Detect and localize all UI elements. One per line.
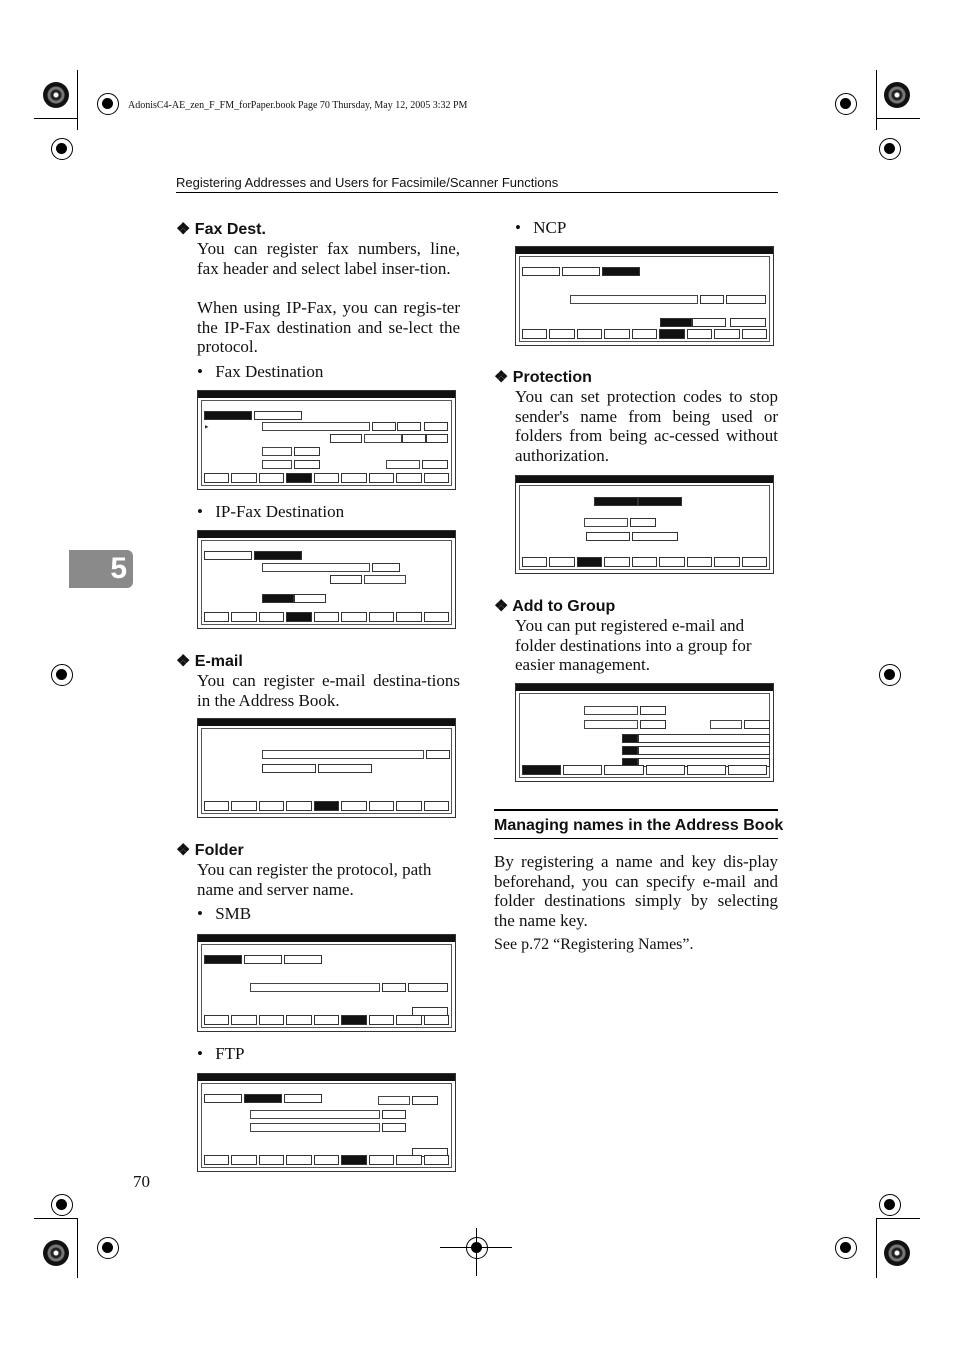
- managing-para: By registering a name and key dis-play beforehand, you can specify e-mail and folder destinations simply by selecting the name key.: [494, 852, 778, 930]
- bullet-ncp: [515, 218, 566, 238]
- managing-heading: Managing names in the Address Book: [494, 817, 784, 834]
- ftp-screenshot: [197, 1073, 456, 1172]
- registration-mark-icon: [466, 1237, 488, 1259]
- bullet-ip-fax-destination-text: IP-Fax Destination: [215, 502, 345, 521]
- ip-fax-destination-screenshot: [197, 530, 456, 629]
- managing-see: See p.72 “Registering Names”.: [494, 936, 694, 953]
- add-to-group-heading-text: Add to Group: [512, 598, 616, 615]
- crop-mark: [876, 1218, 877, 1278]
- folder-heading: [176, 840, 244, 860]
- crop-mark: [876, 70, 877, 130]
- crop-mark: [876, 1218, 920, 1219]
- email-heading: [176, 651, 243, 671]
- fax-dest-heading: [176, 219, 266, 239]
- protection-screenshot: [515, 475, 774, 574]
- color-bar-disc-icon: [43, 1240, 69, 1266]
- chapter-number: 5: [110, 552, 127, 585]
- diamond-icon: ❖: [176, 221, 191, 238]
- running-head: Registering Addresses and Users for Facsimile/Scanner Functions: [176, 175, 559, 190]
- protection-para: You can set protection codes to stop sender's name from being used or folders from being ac-cessed without authorization.: [515, 387, 778, 465]
- folder-heading-text: Folder: [194, 842, 244, 859]
- bullet-ncp-text: NCP: [533, 218, 567, 237]
- diamond-icon: ❖: [494, 369, 509, 386]
- bullet-icon: •: [197, 904, 203, 923]
- registration-mark-icon: [835, 93, 857, 115]
- registration-mark-icon: [51, 1194, 73, 1216]
- add-to-group-para: You can put registered e-mail and folder destinations into a group for easier management.: [515, 616, 752, 674]
- file-header: AdonisC4-AE_zen_F_FM_forPaper.book Page 70 Thursday, May 12, 2005 3:32 PM: [128, 100, 468, 111]
- registration-mark-icon: [51, 664, 73, 686]
- bullet-icon: •: [515, 218, 521, 237]
- color-bar-disc-icon: [884, 82, 910, 108]
- crop-mark: [77, 1218, 78, 1278]
- smb-screenshot: [197, 934, 456, 1032]
- registration-mark-icon: [879, 1194, 901, 1216]
- bullet-fax-destination-text: Fax Destination: [215, 362, 324, 381]
- bullet-smb: [197, 904, 251, 924]
- crop-mark: [876, 118, 920, 119]
- protection-heading: [494, 367, 592, 387]
- registration-mark-icon: [97, 1237, 119, 1259]
- ncp-screenshot: [515, 246, 774, 346]
- protection-heading-text: Protection: [512, 369, 592, 386]
- registration-mark-icon: [879, 138, 901, 160]
- registration-mark-icon: [835, 1237, 857, 1259]
- email-screenshot: [197, 718, 456, 818]
- diamond-icon: ❖: [176, 842, 191, 859]
- section-rule: [494, 838, 778, 839]
- bullet-fax-destination: [197, 362, 323, 382]
- registration-mark-icon: [51, 138, 73, 160]
- bullet-ftp-text: FTP: [215, 1044, 245, 1063]
- registration-mark-icon: [97, 93, 119, 115]
- color-bar-disc-icon: [884, 1240, 910, 1266]
- chapter-tab: [69, 550, 133, 588]
- crop-mark: [77, 70, 78, 130]
- add-to-group-screenshot: [515, 683, 774, 782]
- add-to-group-heading: [494, 596, 615, 616]
- crop-mark: [476, 1228, 477, 1276]
- diamond-icon: ❖: [494, 598, 509, 615]
- diamond-icon: ❖: [176, 653, 191, 670]
- bullet-ip-fax-destination: [197, 502, 344, 522]
- fax-destination-screenshot: ▶: [197, 390, 456, 490]
- page-number: 70: [133, 1172, 150, 1191]
- bullet-ftp: [197, 1044, 245, 1064]
- fax-dest-para2: When using IP-Fax, you can regis-ter the IP-Fax destination and se-lect the protocol.: [197, 298, 460, 356]
- bullet-icon: •: [197, 362, 203, 381]
- bullet-smb-text: SMB: [215, 904, 252, 923]
- bullet-icon: •: [197, 502, 203, 521]
- fax-dest-heading-text: Fax Dest.: [194, 221, 266, 238]
- bullet-icon: •: [197, 1044, 203, 1063]
- crop-mark: [34, 1218, 78, 1219]
- header-rule: [176, 192, 778, 193]
- registration-mark-icon: [879, 664, 901, 686]
- color-bar-disc-icon: [43, 82, 69, 108]
- email-heading-text: E-mail: [194, 653, 243, 670]
- folder-para: You can register the protocol, path name and server name.: [197, 860, 432, 899]
- crop-mark: [34, 118, 78, 119]
- section-rule: [494, 809, 778, 811]
- fax-dest-para1: You can register fax numbers, line, fax header and select label inser-tion.: [197, 239, 460, 278]
- email-para: You can register e-mail destina-tions in the Address Book.: [197, 671, 460, 710]
